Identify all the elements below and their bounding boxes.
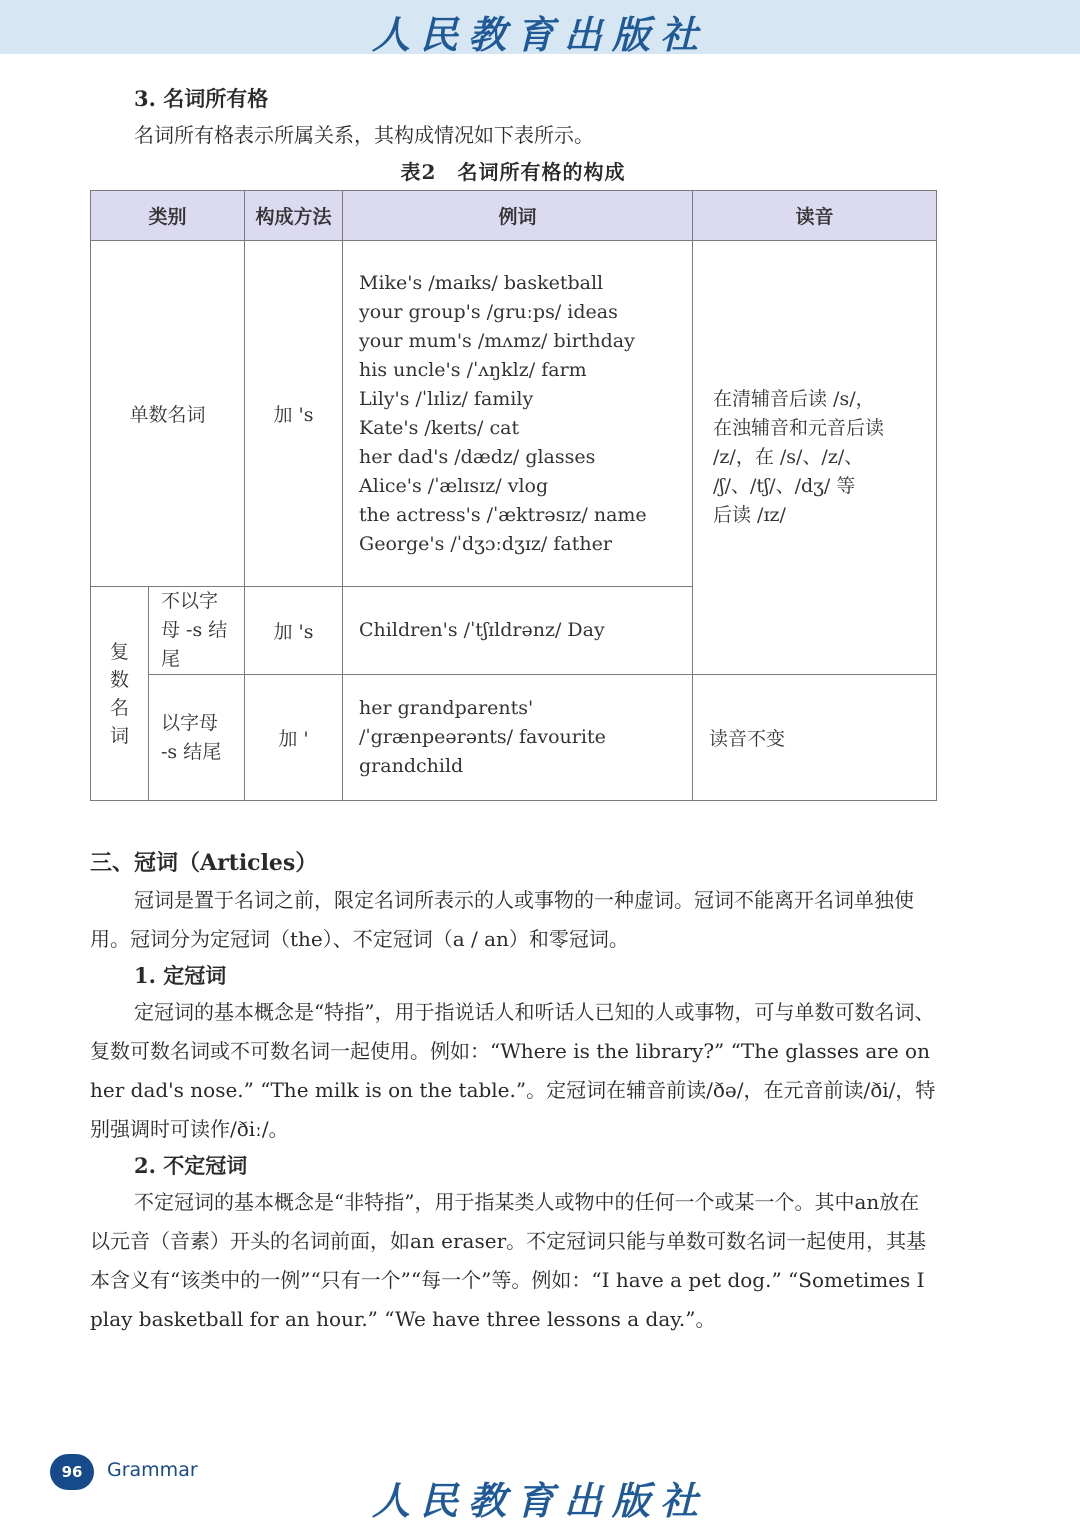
plural-subcategory bbox=[149, 675, 245, 801]
plural-examples bbox=[343, 587, 693, 675]
subcategory-line: 母 -s 结 bbox=[161, 619, 228, 641]
example-line: grandchild bbox=[359, 755, 464, 777]
plural-method: 加 's bbox=[245, 587, 343, 675]
definite-article-text: 定冠词的基本概念是“特指”，用于指说话人和听话人已知的人或事物，可与单数可数名词、复数可数名词或不可数名词一起使用。例如：“Where is the library?” “The glasses are on her dad's nose.” “The milk is on the table.”。定冠词在辅音前读/ðə/，在元音前读/ði/，特别强调时可读作/ðiː/。 bbox=[90, 1000, 936, 1141]
subcategory-line: -s 结尾 bbox=[161, 740, 222, 763]
example-line: Children's /ˈtʃɪldrənz/ Day bbox=[359, 619, 605, 641]
singular-method: 加 's bbox=[245, 241, 343, 587]
articles-title: 三、冠词（Articles） bbox=[90, 850, 318, 876]
plural-subcategory bbox=[149, 587, 245, 675]
pronunciation-line: /ʃ/、/tʃ/、/dʒ/ 等 bbox=[713, 475, 856, 497]
plural-category-char: 名 bbox=[109, 696, 129, 719]
indefinite-article-heading: 2. 不定冠词 bbox=[134, 1153, 248, 1178]
example-line: his uncle's /ˈʌŋklz/ farm bbox=[359, 358, 587, 381]
plural-category-char: 词 bbox=[109, 724, 129, 747]
table-row-plural-s bbox=[91, 675, 937, 801]
indefinite-article-text: 不定冠词的基本概念是“非特指”，用于指某类人或物中的任何一个或某一个。其中an放在以元音（音素）开头的名词前面，如an eraser。不定冠词只能与单数可数名词一起使用，其基本含义有“该类中的一例”“只有一个”“每一个”等。例如：“I have a pet dog.” “Sometimes I play basketball for an hour.” “We have three lessons a day.”。 bbox=[90, 1190, 927, 1331]
pronunciation-line: /z/，在 /s/、/z/、 bbox=[713, 446, 864, 468]
subcategory-line: 不以字 bbox=[161, 590, 219, 612]
pronunciation-line: 在清辅音后读 /s/， bbox=[713, 388, 875, 410]
definite-article-heading: 1. 定冠词 bbox=[134, 963, 227, 988]
section-heading-possessive: 3. 名词所有格 bbox=[134, 86, 269, 111]
example-line: Kate's /keɪts/ cat bbox=[359, 416, 520, 439]
subcategory-line: 以字母 bbox=[161, 711, 219, 734]
example-line: her grandparents' bbox=[359, 697, 534, 719]
pronunciation-rule bbox=[693, 241, 937, 675]
table-header-row bbox=[91, 191, 937, 241]
plural-category-char: 复 bbox=[109, 640, 129, 663]
table-caption: 表2 名词所有格的构成 bbox=[400, 160, 626, 184]
example-line: her dad's /dædz/ glasses bbox=[359, 445, 596, 468]
plural-pronunciation: 读音不变 bbox=[693, 675, 937, 801]
footer-section: Grammar bbox=[107, 1459, 198, 1481]
header-category: 类别 bbox=[91, 191, 245, 241]
example-line: Alice's /ˈælɪsɪz/ vlog bbox=[359, 474, 549, 497]
singular-category: 单数名词 bbox=[91, 241, 245, 587]
subcategory-line: 尾 bbox=[161, 648, 181, 670]
possessive-intro: 名词所有格表示所属关系，其构成情况如下表所示。 bbox=[134, 123, 594, 147]
page-content bbox=[90, 82, 936, 1339]
example-line: the actress's /ˈæktrəsɪz/ name bbox=[359, 503, 647, 526]
plural-category bbox=[91, 587, 149, 801]
publisher-logo-bottom: 人民教育出版社 bbox=[371, 1478, 708, 1523]
plural-category-char: 数 bbox=[109, 668, 129, 691]
pronunciation-line: 在浊辅音和元音后读 bbox=[713, 417, 885, 439]
singular-examples bbox=[343, 241, 693, 587]
header-pronunciation: 读音 bbox=[693, 191, 937, 241]
plural-examples bbox=[343, 675, 693, 801]
table-row-singular bbox=[91, 241, 937, 587]
example-line: Lily's /ˈlɪliz/ family bbox=[359, 387, 534, 410]
articles-intro: 冠词是置于名词之前，限定名词所表示的人或事物的一种虚词。冠词不能离开名词单独使用。冠词分为定冠词（the）、不定冠词（a / an）和零冠词。 bbox=[90, 888, 914, 951]
example-line: /ˈgrænpeərənts/ favourite bbox=[359, 726, 606, 748]
page-number: 96 bbox=[50, 1454, 94, 1490]
example-line: your group's /gruːps/ ideas bbox=[359, 300, 618, 323]
example-line: Mike's /maɪks/ basketball bbox=[359, 271, 604, 294]
publisher-logo-top: 人民教育出版社 bbox=[371, 12, 708, 57]
pronunciation-line: 后读 /ɪz/ bbox=[713, 504, 786, 526]
plural-method: 加 ' bbox=[245, 675, 343, 801]
header-method: 构成方法 bbox=[245, 191, 343, 241]
example-line: your mum's /mʌmz/ birthday bbox=[359, 329, 635, 352]
possessive-table bbox=[90, 190, 937, 801]
example-line: George's /ˈdʒɔːdʒɪz/ father bbox=[359, 532, 612, 555]
header-examples: 例词 bbox=[343, 191, 693, 241]
